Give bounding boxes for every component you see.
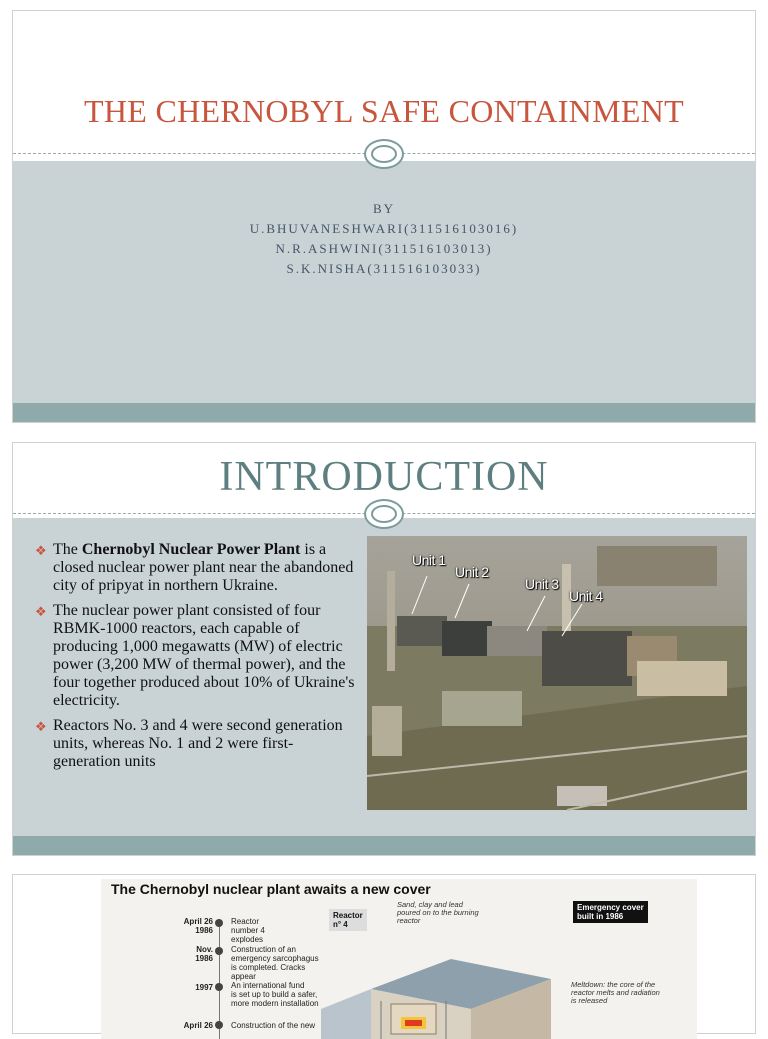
footer-bar: [13, 836, 755, 855]
bullet-list: [35, 541, 355, 778]
photo-label-unit-3: Unit 3: [525, 576, 559, 592]
ring-ornament-icon: [364, 499, 404, 529]
timeline-text: Reactor number 4 explodes: [231, 917, 265, 944]
slide-title: INTRODUCTION: [219, 454, 549, 500]
list-item: ❖ Reactors No. 3 and 4 were second generation units, whereas No. 1 and 2 were first-generation units: [35, 717, 343, 770]
author-3: S.K.NISHA(311516103033): [286, 261, 482, 276]
ring-ornament-icon: [364, 139, 404, 169]
list-item: ❖ The nuclear power plant consisted of four RBMK-1000 reactors, each capable of producing 1,000 megawatts (MW) of electric power (3,200 MW of thermal power), and the four together produced about 10% of Ukraine's electricity.: [35, 602, 355, 709]
diamond-bullet-icon: ❖: [35, 604, 47, 619]
photo-label-unit-2: Unit 2: [455, 564, 489, 580]
timeline-date: 1997: [195, 983, 213, 992]
timeline-text: An international fund is set up to build a safer, more modern installation: [231, 981, 319, 1008]
infographic-title: The Chernobyl nuclear plant awaits a new cover: [111, 881, 431, 897]
timeline-dot-icon: [215, 947, 223, 955]
meltdown-note: Meltdown: the core of the reactor melts and radiation is released: [571, 980, 660, 1005]
timeline-dot-icon: [215, 919, 223, 927]
timeline-text: Construction of an emergency sarcophagus is completed. Cracks appear: [231, 945, 319, 981]
plant-aerial-photo: [367, 536, 747, 810]
ring-divider: [13, 499, 755, 529]
timeline-dot-icon: [215, 983, 223, 991]
infographic-slide: [12, 874, 756, 1034]
sand-note: Sand, clay and lead poured on to the burning reactor: [397, 900, 479, 925]
footer-bar: [13, 403, 755, 422]
timeline-date: Nov. 1986: [195, 945, 213, 963]
ring-divider: [13, 139, 755, 169]
timeline-dot-icon: [215, 1021, 223, 1029]
timeline-date: April 26: [183, 1021, 213, 1030]
slide-body: [13, 161, 755, 405]
timeline-date: April 26 1986: [183, 917, 213, 935]
diamond-bullet-icon: ❖: [35, 543, 47, 558]
author-2: N.R.ASHWINI(311516103013): [275, 241, 493, 256]
reactor-tag: Reactor n° 4: [329, 909, 367, 931]
cover-tag: Emergency cover built in 1986: [573, 901, 648, 923]
photo-label-unit-4: Unit 4: [569, 588, 603, 604]
list-item: ❖ The Chernobyl Nuclear Power Plant is a closed nuclear power plant near the abandoned city of pripyat in northern Ukraine.: [35, 541, 354, 594]
diamond-bullet-icon: ❖: [35, 719, 47, 734]
slide-title: THE CHERNOBYL SAFE CONTAINMENT: [84, 93, 684, 129]
author-list: [13, 199, 755, 279]
by-label: BY: [372, 201, 396, 216]
bold-term: Chernobyl Nuclear Power Plant: [81, 541, 301, 558]
author-1: U.BHUVANESHWARI(311516103016): [249, 221, 519, 236]
introduction-slide: [12, 442, 756, 856]
title-slide: [12, 10, 756, 423]
timeline-text: Construction of the new: [231, 1021, 316, 1030]
photo-label-unit-1: Unit 1: [412, 552, 446, 568]
sarcophagus-diagram: [321, 929, 571, 1039]
infographic: [101, 879, 697, 1039]
